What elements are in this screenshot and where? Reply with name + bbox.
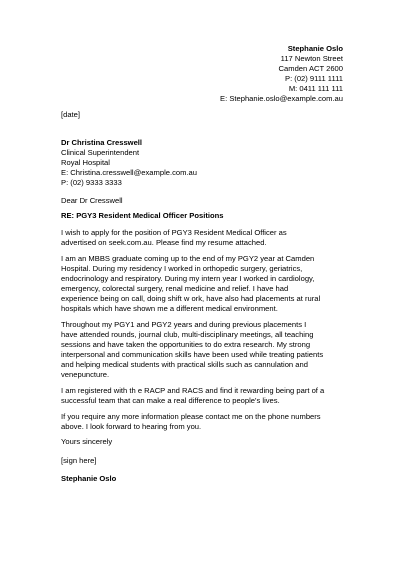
sender-mobile: M: 0411 111 111 xyxy=(288,84,343,93)
paragraph-intro: I wish to apply for the position of PGY3 Resident Medical Officer as advertised on seek.com.au. Please find my resume attached. xyxy=(61,228,287,247)
sender-phone: P: (02) 9111 1111 xyxy=(285,74,343,83)
paragraph-skills: Throughout my PGY1 and PGY2 years and during previous placements I have attended rounds, journal club, multi-disciplinary meetings, all teaching sessions and have taken the opportunities to do extra research. My strong interpersonal and communication skills have been used while treating patients and helping medical students with practical skills such as cannulation and venepuncture. xyxy=(61,320,324,379)
signature-placeholder: [sign here] xyxy=(61,456,97,465)
sender-city: Camden ACT 2600 xyxy=(278,64,343,73)
sender-street: 117 Newton Street xyxy=(280,54,343,63)
subject-line: RE: PGY3 Resident Medical Officer Positions xyxy=(61,211,224,220)
sender-address-block xyxy=(123,44,343,104)
letter-body xyxy=(61,228,351,438)
recipient-phone: P: (02) 9333 3333 xyxy=(61,178,122,187)
recipient-organisation: Royal Hospital xyxy=(61,158,110,167)
recipient-title: Clinical Superintendent xyxy=(61,148,140,157)
paragraph-contact: If you require any more information please contact me on the phone numbers above. I look forward to hearing from you. xyxy=(61,412,321,431)
paragraph-experience: I am an MBBS graduate coming up to the end of my PGY2 year at Camden Hospital. During my residency I worked in orthopedic surgery, geriatrics, endocrinology and respiratory. During my intern year I worked in cardiology, emergency, colorectal surgery, renal medicine and relief. I have had experience being on call, doing shift w ork, have also had placements at rural hospitals which have shown me a different medical environment. xyxy=(61,254,321,313)
letter-date: [date] xyxy=(61,110,80,119)
recipient-email: E: Christina.cresswell@example.com.au xyxy=(61,168,198,177)
salutation: Dear Dr Cresswell xyxy=(61,196,123,205)
recipient-name: Dr Christina Cresswell xyxy=(61,138,143,147)
sender-name: Stephanie Oslo xyxy=(287,44,343,53)
paragraph-registration: I am registered with th e RACP and RACS and find it rewarding being part of a successful team that can make a real difference to people's lives. xyxy=(61,386,325,405)
sender-email: E: Stephanie.oslo@example.com.au xyxy=(220,94,343,103)
signature-name: Stephanie Oslo xyxy=(61,474,117,483)
closing: Yours sincerely xyxy=(61,437,113,446)
recipient-address-block xyxy=(61,138,351,188)
